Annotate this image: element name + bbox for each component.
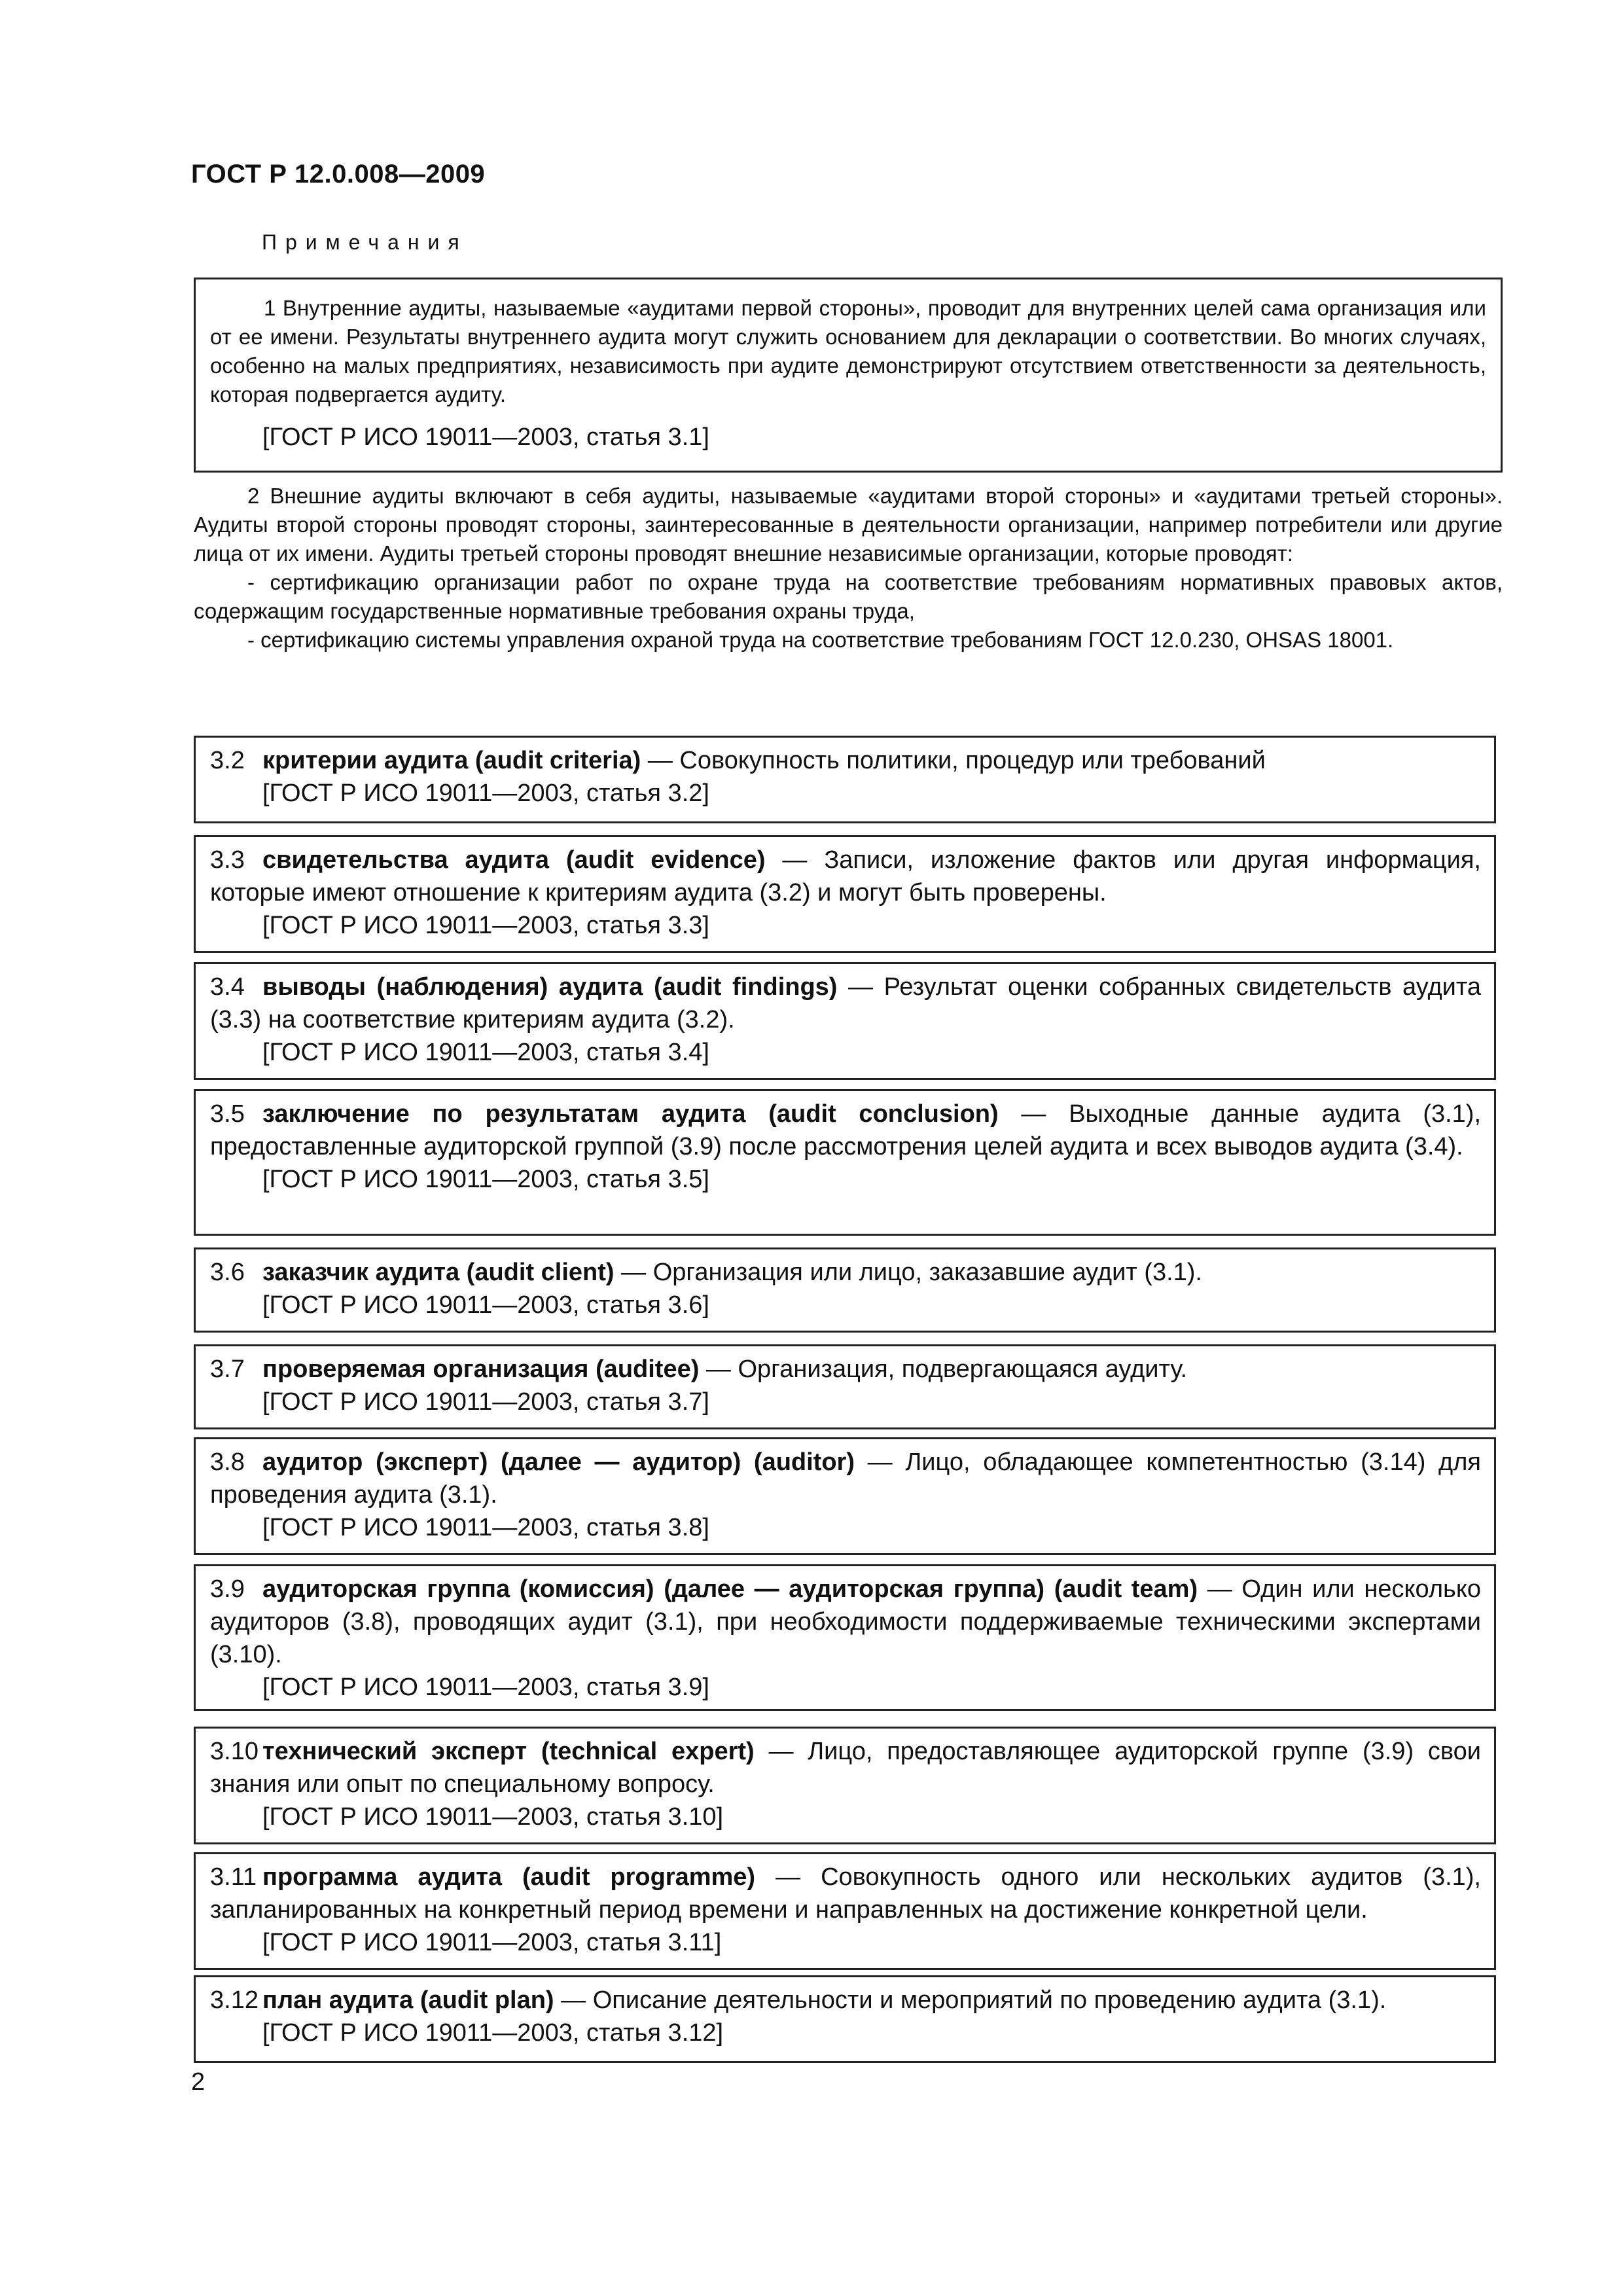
- term-number: 3.11: [210, 1863, 257, 1891]
- notes-title: Примечания: [262, 230, 468, 254]
- term-source: [ГОСТ Р ИСО 19011—2003, статья 3.2]: [262, 780, 709, 807]
- term-source: [ГОСТ Р ИСО 19011—2003, статья 3.11]: [262, 1929, 722, 1956]
- note-2-item-2: - сертификацию системы управления охраной труда на соответствие требованиям ГОСТ 12.0.230, OHSAS 18001.: [247, 628, 1394, 652]
- term-line: [210, 1984, 1481, 2017]
- term-name: программа аудита (audit programme): [262, 1863, 756, 1891]
- note-2: [194, 482, 1503, 655]
- term-number: 3.3: [210, 846, 245, 874]
- note-1-box: [194, 278, 1503, 473]
- term-source: [ГОСТ Р ИСО 19011—2003, статья 3.5]: [262, 1166, 709, 1193]
- term-box-3-2: [194, 736, 1496, 823]
- term-number: 3.5: [210, 1100, 245, 1128]
- term-definition: — Совокупность политики, процедур или требований: [641, 747, 1266, 774]
- term-line: [210, 844, 1481, 909]
- term-source: [ГОСТ Р ИСО 19011—2003, статья 3.6]: [262, 1291, 709, 1319]
- term-name: аудитор (эксперт) (далее — аудитор) (auditor): [262, 1448, 855, 1476]
- term-name: план аудита (audit plan): [262, 1986, 554, 2014]
- term-definition: — Организация, подвергающаяся аудиту.: [699, 1355, 1188, 1383]
- term-definition: — Один или несколько аудиторов (3.8), проводящих аудит (3.1), при необходимости поддерживаемые техническими экспертами (3.10).: [210, 1575, 1482, 1668]
- term-line: [210, 1098, 1481, 1163]
- term-box-3-4: [194, 962, 1496, 1080]
- term-definition: — Результат оценки собранных свидетельств аудита (3.3) на соответствие критериям аудита (3.2).: [210, 973, 1481, 1033]
- term-definition: — Совокупность одного или нескольких аудитов (3.1), запланированных на конкретный период времени и направленных на достижение конкретной цели.: [210, 1863, 1481, 1924]
- term-number: 3.4: [210, 973, 245, 1001]
- term-line: [210, 1256, 1481, 1289]
- term-number: 3.12: [210, 1986, 259, 2014]
- term-name: проверяемая организация (auditee): [262, 1355, 700, 1383]
- term-box-3-7: [194, 1344, 1496, 1429]
- note-1-source: [ГОСТ Р ИСО 19011—2003, статья 3.1]: [262, 423, 709, 451]
- term-line: [210, 1353, 1481, 1386]
- term-box-3-9: [194, 1564, 1496, 1711]
- term-box-3-6: [194, 1247, 1496, 1333]
- term-name: критерии аудита (audit criteria): [262, 747, 641, 774]
- term-box-3-11: [194, 1852, 1496, 1970]
- term-source: [ГОСТ Р ИСО 19011—2003, статья 3.3]: [262, 912, 709, 939]
- term-line: [210, 1861, 1481, 1926]
- term-number: 3.2: [210, 747, 245, 774]
- term-line: [210, 1446, 1481, 1511]
- term-name: аудиторская группа (комиссия) (далее — аудиторская группа) (audit team): [262, 1575, 1198, 1603]
- term-source: [ГОСТ Р ИСО 19011—2003, статья 3.4]: [262, 1039, 709, 1066]
- document-header: ГОСТ Р 12.0.008—2009: [191, 160, 486, 188]
- note-2-text: 2 Внешние аудиты включают в себя аудиты, называемые «аудитами второй стороны» и «аудитами третьей стороны». Аудиты второй стороны проводят стороны, заинтересованные в деятельности организации, например потребители или другие лица от их имени. Аудиты третьей стороны проводят внешние независимые организации, которые проводят:: [194, 484, 1503, 565]
- note-2-item-1: - сертификацию организации работ по охране труда на соответствие требованиям нормативных правовых актов, содержащим государственные нормативные требования охраны труда,: [194, 570, 1503, 623]
- term-source: [ГОСТ Р ИСО 19011—2003, статья 3.8]: [262, 1514, 709, 1541]
- term-line: [210, 1735, 1481, 1801]
- term-box-3-3: [194, 835, 1496, 953]
- page-number: 2: [191, 2068, 205, 2096]
- term-number: 3.6: [210, 1259, 245, 1286]
- term-definition: — Лицо, предоставляющее аудиторской группе (3.9) свои знания или опыт по специальному вопросу.: [210, 1738, 1481, 1798]
- term-definition: — Описание деятельности и мероприятий по проведению аудита (3.1).: [554, 1986, 1387, 2014]
- term-number: 3.9: [210, 1575, 245, 1603]
- term-name: технический эксперт (technical expert): [262, 1738, 755, 1765]
- term-definition: — Записи, изложение фактов или другая информация, которые имеют отношение к критериям аудита (3.2) и могут быть проверены.: [210, 846, 1481, 906]
- term-line: [210, 1573, 1481, 1671]
- term-box-3-8: [194, 1437, 1496, 1555]
- term-box-3-5: [194, 1089, 1496, 1236]
- term-number: 3.10: [210, 1738, 259, 1765]
- term-number: 3.8: [210, 1448, 245, 1476]
- term-source: [ГОСТ Р ИСО 19011—2003, статья 3.9]: [262, 1674, 709, 1701]
- term-line: [210, 744, 1481, 777]
- term-number: 3.7: [210, 1355, 245, 1383]
- term-line: [210, 971, 1481, 1036]
- term-definition: — Организация или лицо, заказавшие аудит (3.1).: [614, 1259, 1202, 1286]
- term-source: [ГОСТ Р ИСО 19011—2003, статья 3.7]: [262, 1388, 709, 1416]
- term-source: [ГОСТ Р ИСО 19011—2003, статья 3.10]: [262, 1803, 724, 1831]
- term-source: [ГОСТ Р ИСО 19011—2003, статья 3.12]: [262, 2019, 724, 2047]
- term-box-3-12: [194, 1975, 1496, 2063]
- term-definition: — Выходные данные аудита (3.1), предоставленные аудиторской группой (3.9) после рассмотрения целей аудита и всех выводов аудита (3.4).: [210, 1100, 1482, 1160]
- note-1-text: 1 Внутренние аудиты, называемые «аудитами первой стороны», проводит для внутренних целей сама организация или от ее имени. Результаты внутреннего аудита могут служить основанием для декларации о соответствии. Во многих случаях, особенно на малых предприятиях, независимость при аудите демонстрируют отсутствием ответственности за деятельность, которая подвергается аудиту.: [210, 296, 1486, 406]
- term-name: заказчик аудита (audit client): [262, 1259, 615, 1286]
- term-name: свидетельства аудита (audit evidence): [262, 846, 766, 874]
- term-name: заключение по результатам аудита (audit conclusion): [262, 1100, 999, 1128]
- term-box-3-10: [194, 1727, 1496, 1844]
- term-name: выводы (наблюдения) аудита (audit findings): [262, 973, 838, 1001]
- term-definition: — Лицо, обладающее компетентностью (3.14) для проведения аудита (3.1).: [210, 1448, 1481, 1509]
